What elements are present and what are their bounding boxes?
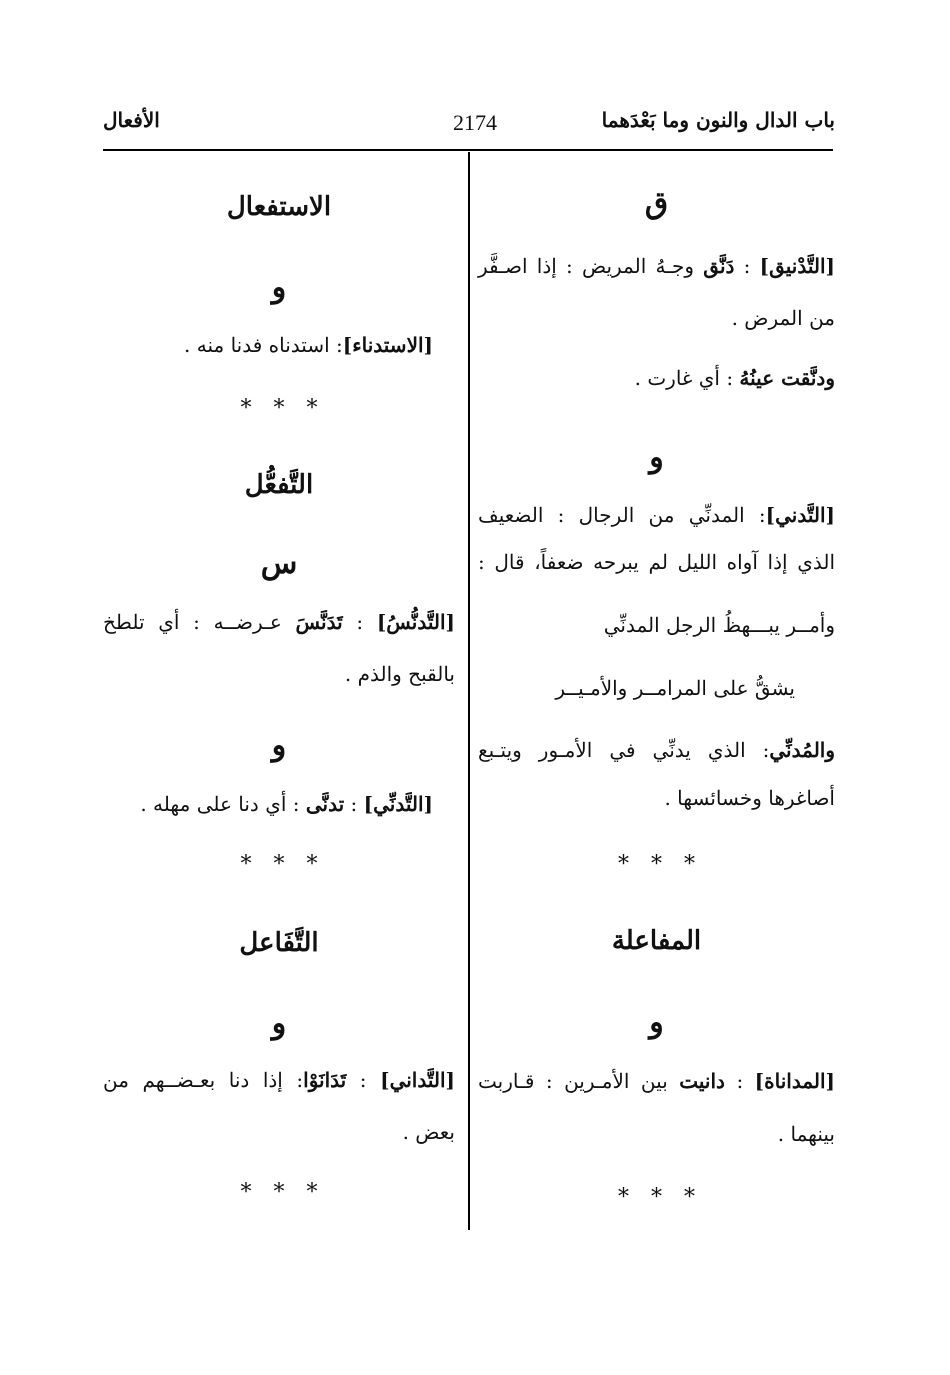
entry-word: تَدَانَوْا [303, 1068, 347, 1092]
entry-mudanat-line1: [المداناة] : دانيت بين الأمـرين : قـاربت [478, 1069, 836, 1093]
verse-line-2: يشقُّ على المرامــر والأمـيــر [555, 676, 795, 700]
entry-word: تَدَنَّسَ [295, 610, 343, 634]
section-divider-stars: *** [240, 1180, 340, 1205]
entry-mudanni-line2: أصاغرها وخسائسها . [664, 786, 835, 810]
entry-mudanni-line1 [478, 738, 835, 762]
entry-text: : المدنِّي من الرجال : الضعيف [478, 503, 766, 527]
section-divider-stars: *** [618, 1185, 717, 1210]
page-number: 2174 [453, 110, 497, 135]
letter-heading: و [649, 440, 664, 475]
entry-text: : إذا دنا بعـضــهم من [103, 1068, 304, 1092]
entry-istidna-line [103, 333, 433, 357]
entry-term: [المداناة] [754, 1069, 836, 1093]
entry-dannaqat-line [478, 366, 835, 390]
entry-tadni-line2: الذي إذا آواه الليل لم يبرحه ضعفاً، قال : [478, 550, 835, 574]
heading-mufaala: المفاعلة [611, 926, 702, 956]
entry-text: : أي غارت . [634, 366, 734, 390]
verse-line-1: وأمــر يبـــهظُ الرجل المدنِّي [603, 613, 835, 637]
entry-word: دَنَّق [703, 254, 735, 278]
entry-word: والمُدنِّي [769, 738, 835, 762]
entry-mudanat-line2: بينهما . [777, 1122, 835, 1146]
letter-heading: و [649, 1005, 664, 1040]
heading-tafaaul: التَّفَاعل [239, 928, 319, 958]
left-column [103, 0, 455, 1375]
letter-heading: و [271, 1006, 287, 1041]
entry-word: ودنَّقت عينُهُ [739, 366, 835, 390]
entry-text: بين الأمـرين : قـاربت [478, 1069, 680, 1093]
heading-tafaul: التَّفعُّل [244, 470, 314, 500]
entry-word: تدنَّى [305, 792, 345, 816]
letter-heading: و [271, 728, 287, 763]
entry-text: : أي دنا على مهله . [140, 792, 300, 816]
entry-term: [التَّدني] [765, 503, 835, 527]
column-divider [468, 152, 470, 1230]
entry-tadanni-line: [التَّدنِّي] : تدنَّى : أي دنا على مهله . [140, 792, 433, 816]
heading-istifaal: الاستفعال [226, 192, 332, 222]
entry-tadani-line1: [التَّداني] : تَدَانَوْا: إذا دنا بعـضــهم من [103, 1068, 456, 1092]
chapter-title: باب الدال والنون وما بَعْدَهما [601, 108, 835, 132]
entry-tadniq-line1: [التَّدْنيق] : دَنَّق وجـهُ المريض : إذا اصـفَّر [478, 254, 836, 278]
right-column [478, 0, 835, 1375]
entry-term: [الاستدناء] [342, 333, 433, 357]
entry-tadannus-line2: بالقبح والذم . [344, 662, 455, 686]
entry-tadni-line1 [478, 503, 835, 527]
entry-text: وجـهُ المريض : إذا اصـفَّر [478, 254, 704, 278]
letter-heading: س [260, 546, 298, 581]
entry-text: : استدناه فدنا منه . [184, 333, 343, 357]
section-title: الأفعال [103, 108, 160, 132]
entry-text: : الذي يدنِّي في الأمـور ويتـبع [478, 738, 770, 762]
entry-term: [التَّدْنيق] [759, 254, 836, 278]
section-divider-stars: *** [618, 852, 717, 877]
entry-tadani-line2: بعض . [402, 1120, 455, 1144]
entry-term: [التَّدنُّسُ] [376, 610, 456, 634]
entry-term: [التَّداني] [380, 1068, 456, 1092]
section-divider-stars: *** [240, 396, 340, 421]
letter-heading: و [271, 270, 287, 305]
entry-word: دانيت [679, 1069, 725, 1093]
section-divider-stars: *** [240, 852, 340, 877]
entry-text: عـرضــه : أي تلطخ [103, 610, 296, 634]
letter-heading: ق [644, 186, 669, 221]
entry-term: [التَّدنِّي] [363, 792, 433, 816]
entry-tadannus-line1: [التَّدنُّسُ] : تَدَنَّسَ عـرضــه : أي تلطخ [103, 610, 456, 634]
entry-tadniq-line2: من المرض . [731, 306, 835, 330]
